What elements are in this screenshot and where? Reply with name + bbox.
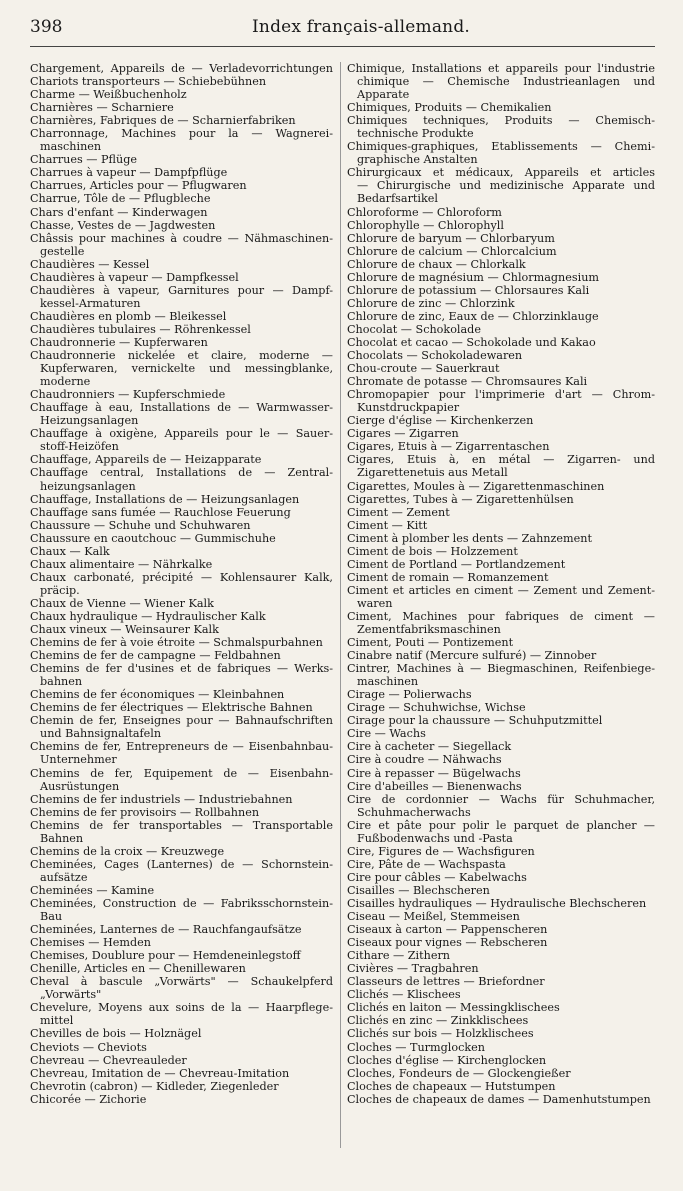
index-entry: Ciseaux pour vignes — Rebscheren	[347, 936, 548, 950]
index-entry: Chimiques techniques, Produits — Chemisch-	[347, 114, 655, 128]
index-entry: Chaux — Kalk	[30, 544, 110, 558]
index-entry: Ciseaux à carton — Pappenscheren	[347, 923, 548, 937]
index-entry: Cheminées, Lanternes de — Rauchfangaufsätze	[30, 923, 302, 937]
index-entry-continuation: Fußbodenwachs und -Pasta	[357, 831, 513, 845]
index-entry: Cloches de chapeaux — Hutstumpen	[347, 1079, 556, 1093]
index-entry: Chlorure de calcium — Chlorcalcium	[347, 244, 557, 258]
index-entry: Chemises — Hemden	[30, 936, 151, 950]
index-entry: Cisailles — Blechscheren	[347, 883, 490, 897]
index-entry-continuation: Bedarfsartikel	[357, 192, 438, 206]
index-entry: Châssis pour machines à coudre — Nähmaschinen-	[30, 231, 333, 245]
index-entry: Chimiques, Produits — Chemikalien	[347, 101, 552, 115]
index-entry: Cheviots — Cheviots	[30, 1040, 147, 1054]
index-entry: Cithare — Zithern	[347, 949, 451, 963]
index-entry: Chaudronniers — Kupferschmiede	[30, 388, 226, 402]
index-entry: Chevreau, Imitation de — Chevreau-Imitation	[30, 1066, 290, 1080]
index-entry: Clichés sur bois — Holzklischees	[347, 1027, 534, 1041]
index-entry: Cheminées — Kamine	[30, 883, 155, 897]
index-entry: Chaussure en caoutchouc — Gummischuhe	[30, 531, 276, 545]
index-entry: Cirage — Polierwachs	[347, 688, 472, 702]
index-entry-continuation: Heizungsanlagen	[40, 414, 139, 428]
index-entry: Clichés en zinc — Zinkklischees	[347, 1014, 529, 1028]
index-entry: Clichés en laiton — Messingklischees	[347, 1001, 560, 1015]
index-entry: Cheminées, Construction de — Fabriksschornstein-	[30, 897, 333, 910]
index-entry: Chaussure — Schuhe und Schuhwaren	[30, 518, 251, 532]
index-entry-continuation: kessel-Armaturen	[40, 296, 141, 310]
index-entry: Cigares, Etuis à, en métal — Zigarren- und	[347, 453, 655, 467]
index-entry: Charronnage, Machines pour la — Wagnerei-	[30, 127, 333, 141]
index-entry: Chemins de la croix — Kreuzwege	[30, 844, 225, 858]
index-entry: Ciment — Kitt	[347, 518, 428, 532]
index-entry: Chaux alimentaire — Nährkalke	[30, 557, 213, 571]
index-entry: Chou-croute — Sauerkraut	[347, 362, 500, 376]
index-entry: Cire, Pâte de — Wachspasta	[347, 857, 506, 871]
index-entry: Chlorure de chaux — Chlorkalk	[347, 257, 526, 271]
index-entry: Charrues à vapeur — Dampfpflüge	[30, 166, 228, 180]
index-entry: Chicorée — Zichorie	[30, 1092, 147, 1106]
index-entry: Civières — Tragbahren	[347, 962, 479, 976]
index-entry-continuation: heizungsanlagen	[40, 479, 136, 493]
index-entry-continuation: präcip.	[40, 583, 80, 597]
index-entry: Clichés — Klischees	[347, 988, 461, 1002]
index-entry: Cire — Wachs	[347, 727, 426, 741]
page-header	[0, 0, 683, 46]
index-entry: Charrues, Articles pour — Pflugwaren	[30, 179, 247, 193]
header-rule	[30, 46, 655, 47]
index-entry: Chemins de fer industriels — Industriebahnen	[30, 792, 293, 806]
index-entry: Chaux carbonaté, précipité — Kohlensaurer Kalk,	[30, 570, 333, 584]
index-entry: Chromate de potasse — Chromsaures Kali	[347, 375, 588, 389]
index-entry: Chlorophylle — Chlorophyll	[347, 218, 504, 232]
index-entry: Cinabre natif (Mercure sulfuré) — Zinnober	[347, 649, 597, 663]
index-entry: Ciment de romain — Romanzement	[347, 570, 549, 584]
index-entry: Chevelure, Moyens aux soins de la — Haarpflege-	[30, 1001, 333, 1015]
index-entry-continuation: Zementfabriksmaschinen	[357, 623, 501, 637]
column-divider	[340, 62, 341, 1148]
index-entry: Classeurs de lettres — Briefordner	[347, 975, 545, 989]
index-entry: Chaux de Vienne — Wiener Kalk	[30, 596, 214, 610]
right-column	[347, 62, 655, 1106]
index-entry: Chaux hydraulique — Hydraulischer Kalk	[30, 609, 266, 623]
index-entry-continuation: Bahnen	[40, 831, 84, 845]
index-entry: Chaudières en plomb — Bleikessel	[30, 309, 227, 323]
index-entry: Chocolats — Schokoladewaren	[347, 349, 523, 363]
index-entry: Chemises, Doublure pour — Hemdeneinlegstoff	[30, 949, 301, 963]
index-entry: Cire d'abeilles — Bienenwachs	[347, 779, 522, 793]
index-entry-continuation: gestelle	[40, 244, 85, 258]
index-entry-continuation: und Bahnsignaltafeln	[40, 727, 162, 741]
index-entry: Chenille, Articles en — Chenillewaren	[30, 962, 246, 976]
index-entry: Chemins de fer, Equipement de — Eisenbahn-	[30, 766, 333, 780]
index-entry: Chemins de fer provisoirs — Rollbahnen	[30, 805, 260, 819]
index-entry: Chemins de fer économiques — Kleinbahnen	[30, 688, 285, 702]
index-entry: Chauffage à oxigène, Appareils pour le — Sauer-	[30, 427, 333, 441]
index-entry: Chasse, Vestes de — Jagdwesten	[30, 218, 216, 232]
index-entry-continuation: stoff-Heizöfen	[40, 440, 119, 454]
index-entry: Chlorure de potassium — Chlorsaures Kali	[347, 283, 590, 297]
index-entry: Cloches — Turmglocken	[347, 1040, 485, 1054]
page-number: 398	[30, 17, 63, 37]
index-entry: Chemins de fer à voie étroite — Schmalspurbahnen	[30, 636, 323, 650]
index-entry: Chimiques-graphiques, Etablissements — Chemi-	[347, 140, 655, 154]
index-entry: Chaudières à vapeur, Garnitures pour — Dampf-	[30, 283, 333, 297]
index-entry-continuation: „Vorwärts"	[40, 988, 102, 1002]
index-entry-continuation: chimique — Chemische Industrieanlagen und	[357, 75, 655, 89]
index-entry: Cire à coudre — Nähwachs	[347, 753, 502, 767]
index-entry: Ciment et articles en ciment — Zement und Zement-	[347, 583, 655, 597]
index-entry-continuation: maschinen	[357, 675, 419, 689]
index-entry-continuation: Zigarettenetuis aus Metall	[357, 466, 508, 480]
index-entry: Cire de cordonnier — Wachs für Schuhmacher,	[347, 792, 655, 806]
index-entry: Ciment de bois — Holzzement	[347, 544, 518, 558]
index-entry: Cire à repasser — Bügelwachs	[347, 766, 521, 780]
index-entry-continuation: Apparate	[357, 88, 410, 102]
index-entry: Cloches de chapeaux de dames — Damenhutstumpen	[347, 1092, 651, 1106]
index-entry: Cigares — Zigarren	[347, 427, 459, 441]
index-entry: Cheval à bascule „Vorwärts" — Schaukelpferd	[30, 975, 333, 989]
index-entry: Chemin de fer, Enseignes pour — Bahnaufschriften	[30, 714, 333, 728]
index-entry: Cloches, Fondeurs de — Glockengießer	[347, 1066, 571, 1080]
index-entry: Cire à cacheter — Siegellack	[347, 740, 512, 754]
index-entry: Charnières — Scharniere	[30, 101, 174, 115]
index-entry: Ciment à plomber les dents — Zahnzement	[347, 531, 592, 545]
index-entry: Charrue, Tôle de — Pflugbleche	[30, 192, 211, 206]
index-entry-continuation: maschinen	[40, 140, 102, 154]
index-entry: Chloroforme — Chloroform	[347, 205, 502, 219]
index-entry: Chars d'enfant — Kinderwagen	[30, 205, 208, 219]
index-entry: Chimique, Installations et appareils pour l'industrie	[347, 62, 655, 75]
page-title: Index français-allemand.	[252, 17, 471, 37]
index-entry: Cire et pâte pour polir le parquet de plancher —	[347, 818, 655, 832]
index-entry: Cintrer, Machines à — Biegmaschinen, Reifenbiege-	[347, 662, 655, 676]
index-entry: Cigares, Etuis à — Zigarrentaschen	[347, 440, 550, 454]
index-entry: Charme — Weißbuchenholz	[30, 88, 187, 102]
index-entry: Chariots transporteurs — Schiebebühnen	[30, 75, 267, 89]
index-entry-continuation: Kunstdruckpapier	[357, 401, 460, 415]
index-entry-continuation: technische Produkte	[357, 127, 474, 141]
index-entry: Chemins de fer électriques — Elektrische Bahnen	[30, 701, 313, 715]
index-entry: Ciment, Pouti — Pontizement	[347, 636, 514, 650]
index-entry: Cirage pour la chaussure — Schuhputzmittel	[347, 714, 603, 728]
index-entry: Cigarettes, Tubes à — Zigarettenhülsen	[347, 492, 574, 506]
index-entry-continuation: mittel	[40, 1014, 74, 1028]
index-entry: Chocolat et cacao — Schokolade und Kakao	[347, 335, 596, 349]
index-entry: Chaudières tubulaires — Röhrenkessel	[30, 322, 251, 336]
index-entry: Cisailles hydrauliques — Hydraulische Blechscheren	[347, 897, 647, 910]
index-entry: Chevrotin (cabron) — Kidleder, Ziegenleder	[30, 1079, 279, 1093]
index-entry: Chemins de fer de campagne — Feldbahnen	[30, 649, 281, 663]
index-entry-continuation: — Chirurgische und medizinische Apparate und	[357, 179, 655, 193]
index-entry-continuation: Bau	[40, 910, 63, 924]
index-entry: Chauffage sans fumée — Rauchlose Feuerung	[30, 505, 291, 519]
index-entry: Chromopapier pour l'imprimerie d'art — Chrom-	[347, 388, 655, 402]
index-entry: Chaux vineux — Weinsaurer Kalk	[30, 623, 219, 637]
index-entry-continuation: aufsätze	[40, 870, 88, 884]
index-entry-continuation: graphische Anstalten	[357, 153, 478, 167]
index-entry: Cire pour câbles — Kabelwachs	[347, 870, 527, 884]
index-entry: Chauffage, Installations de — Heizungsanlagen	[30, 492, 300, 506]
index-entry-continuation: waren	[357, 596, 393, 610]
index-entry: Chlorure de magnésium — Chlormagnesium	[347, 270, 600, 284]
index-entry: Ciment, Machines pour fabriques de ciment —	[347, 609, 655, 623]
index-entry: Chauffage, Appareils de — Heizapparate	[30, 453, 262, 467]
index-entry: Ciment de Portland — Portlandzement	[347, 557, 566, 571]
index-entry: Chevilles de bois — Holznägel	[30, 1027, 202, 1041]
index-entry: Chaudières à vapeur — Dampfkessel	[30, 270, 239, 284]
index-entry: Chemins de fer d'usines et de fabriques — Werks-	[30, 662, 333, 676]
index-entry: Chlorure de zinc — Chlorzink	[347, 296, 515, 310]
index-entry-continuation: bahnen	[40, 675, 83, 689]
index-entry: Cloches d'église — Kirchenglocken	[347, 1053, 547, 1067]
index-entry: Cirage — Schuhwichse, Wichse	[347, 701, 526, 715]
index-entry: Ciment — Zement	[347, 505, 450, 519]
index-entry: Chemins de fer transportables — Transportable	[30, 818, 333, 832]
index-entry: Cire, Figures de — Wachsfiguren	[347, 844, 535, 858]
index-entry: Cigarettes, Moules à — Zigarettenmaschinen	[347, 479, 605, 493]
index-entry: Chocolat — Schokolade	[347, 322, 481, 336]
index-entry: Chirurgicaux et médicaux, Appareils et articles	[347, 166, 655, 180]
index-entry: Cheminées, Cages (Lanternes) de — Schornstein-	[30, 857, 333, 871]
index-entry: Charrues — Pflüge	[30, 153, 137, 167]
index-entry: Chauffage central, Installations de — Zentral-	[30, 466, 333, 480]
left-column	[30, 62, 333, 1106]
index-entry-continuation: Schuhmacherwachs	[357, 805, 471, 819]
index-entry: Chargement, Appareils de — Verladevorrichtungen	[30, 62, 333, 75]
index-entry: Chauffage à eau, Installations de — Warmwasser-	[30, 401, 333, 415]
index-entry: Chevreau — Chevreauleder	[30, 1053, 187, 1067]
index-entry: Chlorure de zinc, Eaux de — Chlorzinklauge	[347, 309, 599, 323]
index-entry-continuation: moderne	[40, 375, 91, 389]
index-entry-continuation: Unternehmer	[40, 753, 117, 767]
index-entry: Chaudronnerie — Kupferwaren	[30, 335, 208, 349]
index-entry: Cierge d'église — Kirchenkerzen	[347, 414, 534, 428]
index-entry-continuation: Kupferwaren, vernickelte und messingblanke,	[40, 362, 333, 376]
index-entry: Chemins de fer, Entrepreneurs de — Eisenbahnbau-	[30, 740, 333, 754]
index-entry: Chlorure de baryum — Chlorbaryum	[347, 231, 555, 245]
index-entry: Ciseau — Meißel, Stemmeisen	[347, 910, 520, 924]
index-entry: Chaudières — Kessel	[30, 257, 150, 271]
index-entry-continuation: Ausrüstungen	[40, 779, 120, 793]
index-entry: Charnières, Fabriques de — Scharnierfabriken	[30, 114, 296, 128]
index-entry: Chaudronnerie nickelée et claire, moderne —	[30, 349, 333, 363]
